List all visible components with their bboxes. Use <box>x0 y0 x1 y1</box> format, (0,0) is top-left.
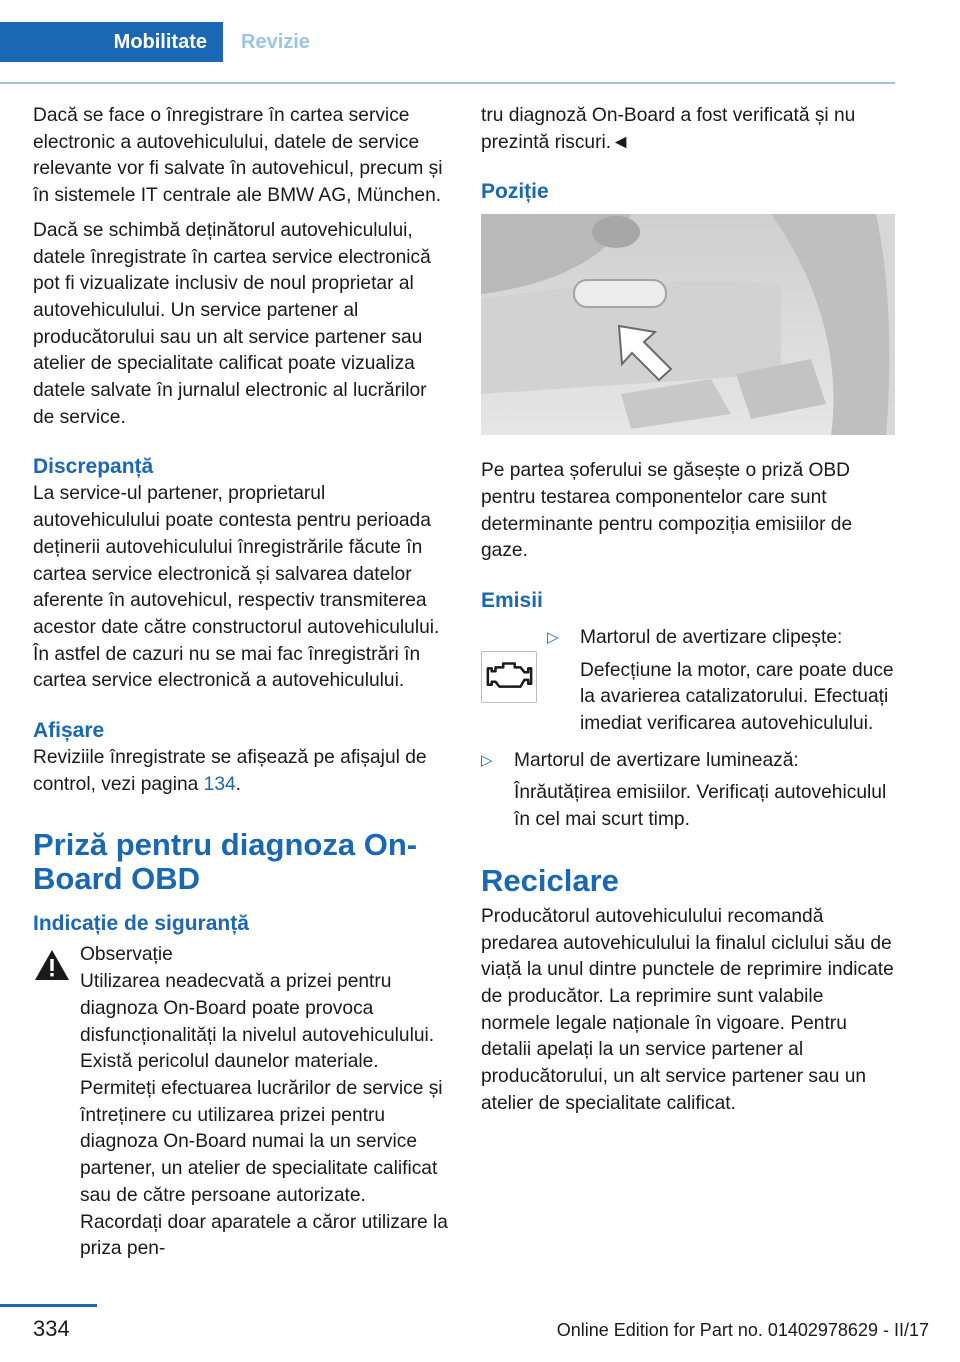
paragraph-owner-change: Dacă se schimbă deținătorul autovehiculului, datele înregistrate în cartea service electronică pot fi vizualizate inclusiv de noul proprietar al autovehiculului. Un service partener al producătorului sau un alt service partener sau atelier de specialitate calificat poate vizualiza datele salvate în jurnalul electronic al lucrărilor de service. <box>33 219 431 428</box>
warning-text: Utilizarea neadecvată a prizei pentru diagnoza On-Board poate provoca disfuncționalități la nivelul autovehiculului. Există pericolul daunelor materiale. Permiteți efectuarea lucrărilor de service și întreținere cu utilizarea prizei pentru diagnoza On-Board numai la un service partener, un atelier de specialitate calificat sau de către persoane autorizate. Racordați doar aparatele a căror utilizare la priza pen- <box>80 971 448 1260</box>
check-engine-icon <box>482 652 536 702</box>
item2-title: Martorul de avertizare luminează: <box>514 749 799 771</box>
heading-reciclare: Reciclare <box>481 862 619 898</box>
heading-emisii: Emisii <box>481 588 543 612</box>
footer-divider <box>0 1304 97 1307</box>
header-divider <box>0 82 895 84</box>
edition-note: Online Edition for Part no. 01402978629 - II/17 <box>556 1320 929 1340</box>
item1-text: Defecțiune la motor, care poate duce la avarierea catalizatorului. Efectuați imediat verificarea autovehiculului. <box>580 659 894 735</box>
right-column <box>481 103 896 1125</box>
paragraph-service-record: Dacă se face o înregistrare în cartea service electronic a autovehiculului, datele de service relevante vor fi salvate în autovehicul, precum și în sistemele IT centrale ale BMW AG, München. <box>33 105 443 207</box>
paragraph-reciclare: Producătorul autovehiculului recomandă predarea autovehiculului la finalul ciclului său de viață la unul dintre punctele de reprimire indicate de producător. La reprimire sunt valabile normele legale naționale în vigoare. Pentru detalii apelați la un service partener al producătorului, un alt service partener sau un atelier de specialitate calificat. <box>481 905 894 1114</box>
left-column <box>33 103 448 1263</box>
obd-location-photo <box>481 214 895 435</box>
emisii-section <box>481 615 896 834</box>
triangle-bullet-icon: ▷ <box>481 751 493 769</box>
item1-title: Martorul de avertizare clipește: <box>580 626 843 648</box>
page-number: 334 <box>33 1316 70 1341</box>
page-link-134[interactable]: 134 <box>203 773 236 795</box>
warning-title: Observație <box>80 944 173 966</box>
warning-triangle-icon <box>33 948 71 982</box>
tab-mobilitate[interactable]: Mobilitate <box>0 22 223 62</box>
section-tabs <box>0 22 895 62</box>
paragraph-afisare <box>33 745 448 798</box>
list-item-blinking <box>547 625 896 738</box>
afisare-text: Reviziile înregistrate se afișează pe afișajul de control, vezi pagina <box>33 747 427 795</box>
heading-discrepanta: Discrepanță <box>33 455 154 479</box>
heading-priza-obd: Priză pentru diagnoza On-Board OBD <box>33 827 418 897</box>
paragraph-continuation: tru diagnoză On-Board a fost verificată și nu prezintă riscuri.◄ <box>481 105 856 153</box>
emisii-list <box>481 625 896 834</box>
engine-warning-light <box>481 651 537 703</box>
paragraph-pozitie: Pe partea șoferului se găsește o priză OBD pentru testarea componentelor care sunt determinante pentru compoziția emisiilor de gaze. <box>481 460 853 562</box>
list-item-lit <box>481 748 896 834</box>
paragraph-discrepanta: La service-ul partener, proprietarul autovehiculului poate contesta pentru perioada deținerii autovehiculului înregistrările făcute în cartea service electronică și salvarea datelor aferente în autovehicul, respectiv transmiterea acestor date către constructorul autovehiculului. În astfel de cazuri nu se mai fac înregistrări în cartea service electronică a autovehiculului. <box>33 483 440 692</box>
heading-pozitie: Poziție <box>481 180 549 204</box>
tab-revizie[interactable]: Revizie <box>223 22 895 62</box>
item2-text: Înrăutățirea emisiilor. Verificați autovehiculul în cel mai scurt timp. <box>514 782 887 831</box>
heading-afisare: Afișare <box>33 719 105 743</box>
heading-indicatie-siguranta: Indicație de siguranță <box>33 912 249 936</box>
afisare-period: . <box>235 773 242 795</box>
warning-block <box>33 942 448 1262</box>
triangle-bullet-icon: ▷ <box>547 628 559 646</box>
